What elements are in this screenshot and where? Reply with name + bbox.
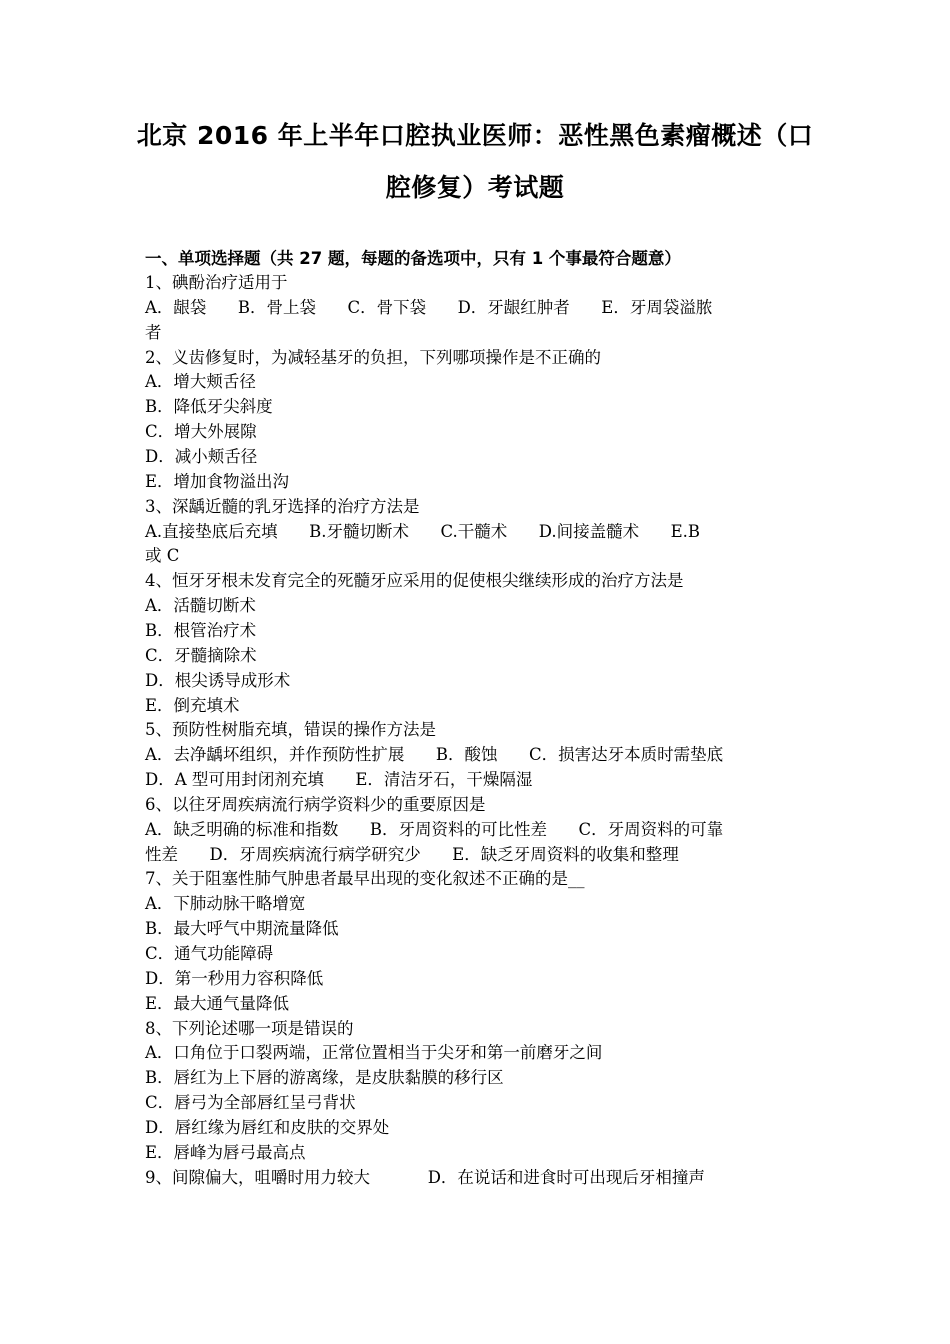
question-line: D．唇红缘为唇红和皮肤的交界处 [145, 1117, 390, 1137]
question-line: 3、深龋近髓的乳牙选择的治疗方法是 [145, 496, 420, 516]
question-line: B．根管治疗术 [145, 620, 257, 640]
question-line: C．通气功能障碍 [145, 944, 274, 963]
question-line: D．根尖诱导成形术 [145, 670, 291, 690]
document-title-line-1: 北京 2016 年上半年口腔执业医师：恶性黑色素瘤概述（口 [136, 121, 814, 150]
question-line: B．唇红为上下唇的游离缘，是皮肤黏膜的移行区 [145, 1068, 504, 1088]
question-line: D．A 型可用封闭剂充填 E．清洁牙石，干燥隔湿 [145, 770, 533, 789]
question-line: 或 C [145, 546, 180, 566]
question-line: A.直接垫底后充填 B.牙髓切断术 C.干髓术 D.间接盖髓术 E.B [145, 521, 700, 541]
question-line: B．最大呼气中期流量降低 [145, 919, 339, 939]
question-line: D．第一秒用力容积降低 [145, 968, 324, 988]
question-line: 4、恒牙牙根未发育完全的死髓牙应采用的促使根尖继续形成的治疗方法是 [145, 571, 684, 591]
question-line: A．下肺动脉干略增宽 [145, 894, 306, 914]
question-line: E．最大通气量降低 [145, 993, 290, 1013]
question-line: 5、预防性树脂充填，错误的操作方法是 [145, 720, 436, 740]
question-line: 8、下列论述哪一项是错误的 [145, 1018, 354, 1038]
question-line: B．降低牙尖斜度 [145, 397, 273, 417]
question-line: 9、间隙偏大，咀嚼时用力较大 D．在说话和进食时可出现后牙相撞声 [145, 1167, 705, 1187]
question-line: E．增加食物溢出沟 [145, 471, 290, 491]
question-line: 者 [145, 322, 162, 342]
question-line: C．增大外展隙 [145, 422, 257, 442]
question-line: C．唇弓为全部唇红呈弓背状 [145, 1093, 356, 1113]
document-title-line-2: 腔修复）考试题 [385, 173, 565, 202]
question-line: A．去净龋坏组织，并作预防性扩展 B．酸蚀 C．损害达牙本质时需垫底 [145, 745, 724, 765]
question-line: 1、碘酚治疗适用于 [145, 273, 288, 292]
question-line: A．活髓切断术 [145, 596, 256, 615]
question-line: C．牙髓摘除术 [145, 645, 257, 665]
question-line: A．增大颊舌径 [145, 372, 256, 392]
question-line: 7、关于阻塞性肺气肿患者最早出现的变化叙述不正确的是__ [145, 869, 585, 889]
question-line: A．龈袋 B．骨上袋 C．骨下袋 D．牙龈红肿者 E．牙周袋溢脓 [145, 297, 713, 317]
question-line: E．唇峰为唇弓最高点 [145, 1142, 306, 1162]
question-line: D．减小颊舌径 [145, 447, 258, 466]
section-heading: 一、单项选择题（共 27 题，每题的备选项中，只有 1 个事最符合题意） [145, 249, 681, 268]
question-line: E．倒充填术 [145, 695, 240, 715]
question-line: 性差 D．牙周疾病流行病学研究少 E．缺乏牙周资料的收集和整理 [145, 844, 679, 864]
question-line: 6、以往牙周疾病流行病学资料少的重要原因是 [145, 794, 486, 814]
question-line: A．口角位于口裂两端，正常位置相当于尖牙和第一前磨牙之间 [145, 1043, 603, 1063]
question-line: A．缺乏明确的标准和指数 B．牙周资料的可比性差 C．牙周资料的可靠 [145, 819, 724, 839]
question-line: 2、义齿修复时，为减轻基牙的负担，下列哪项操作是不正确的 [145, 347, 601, 367]
